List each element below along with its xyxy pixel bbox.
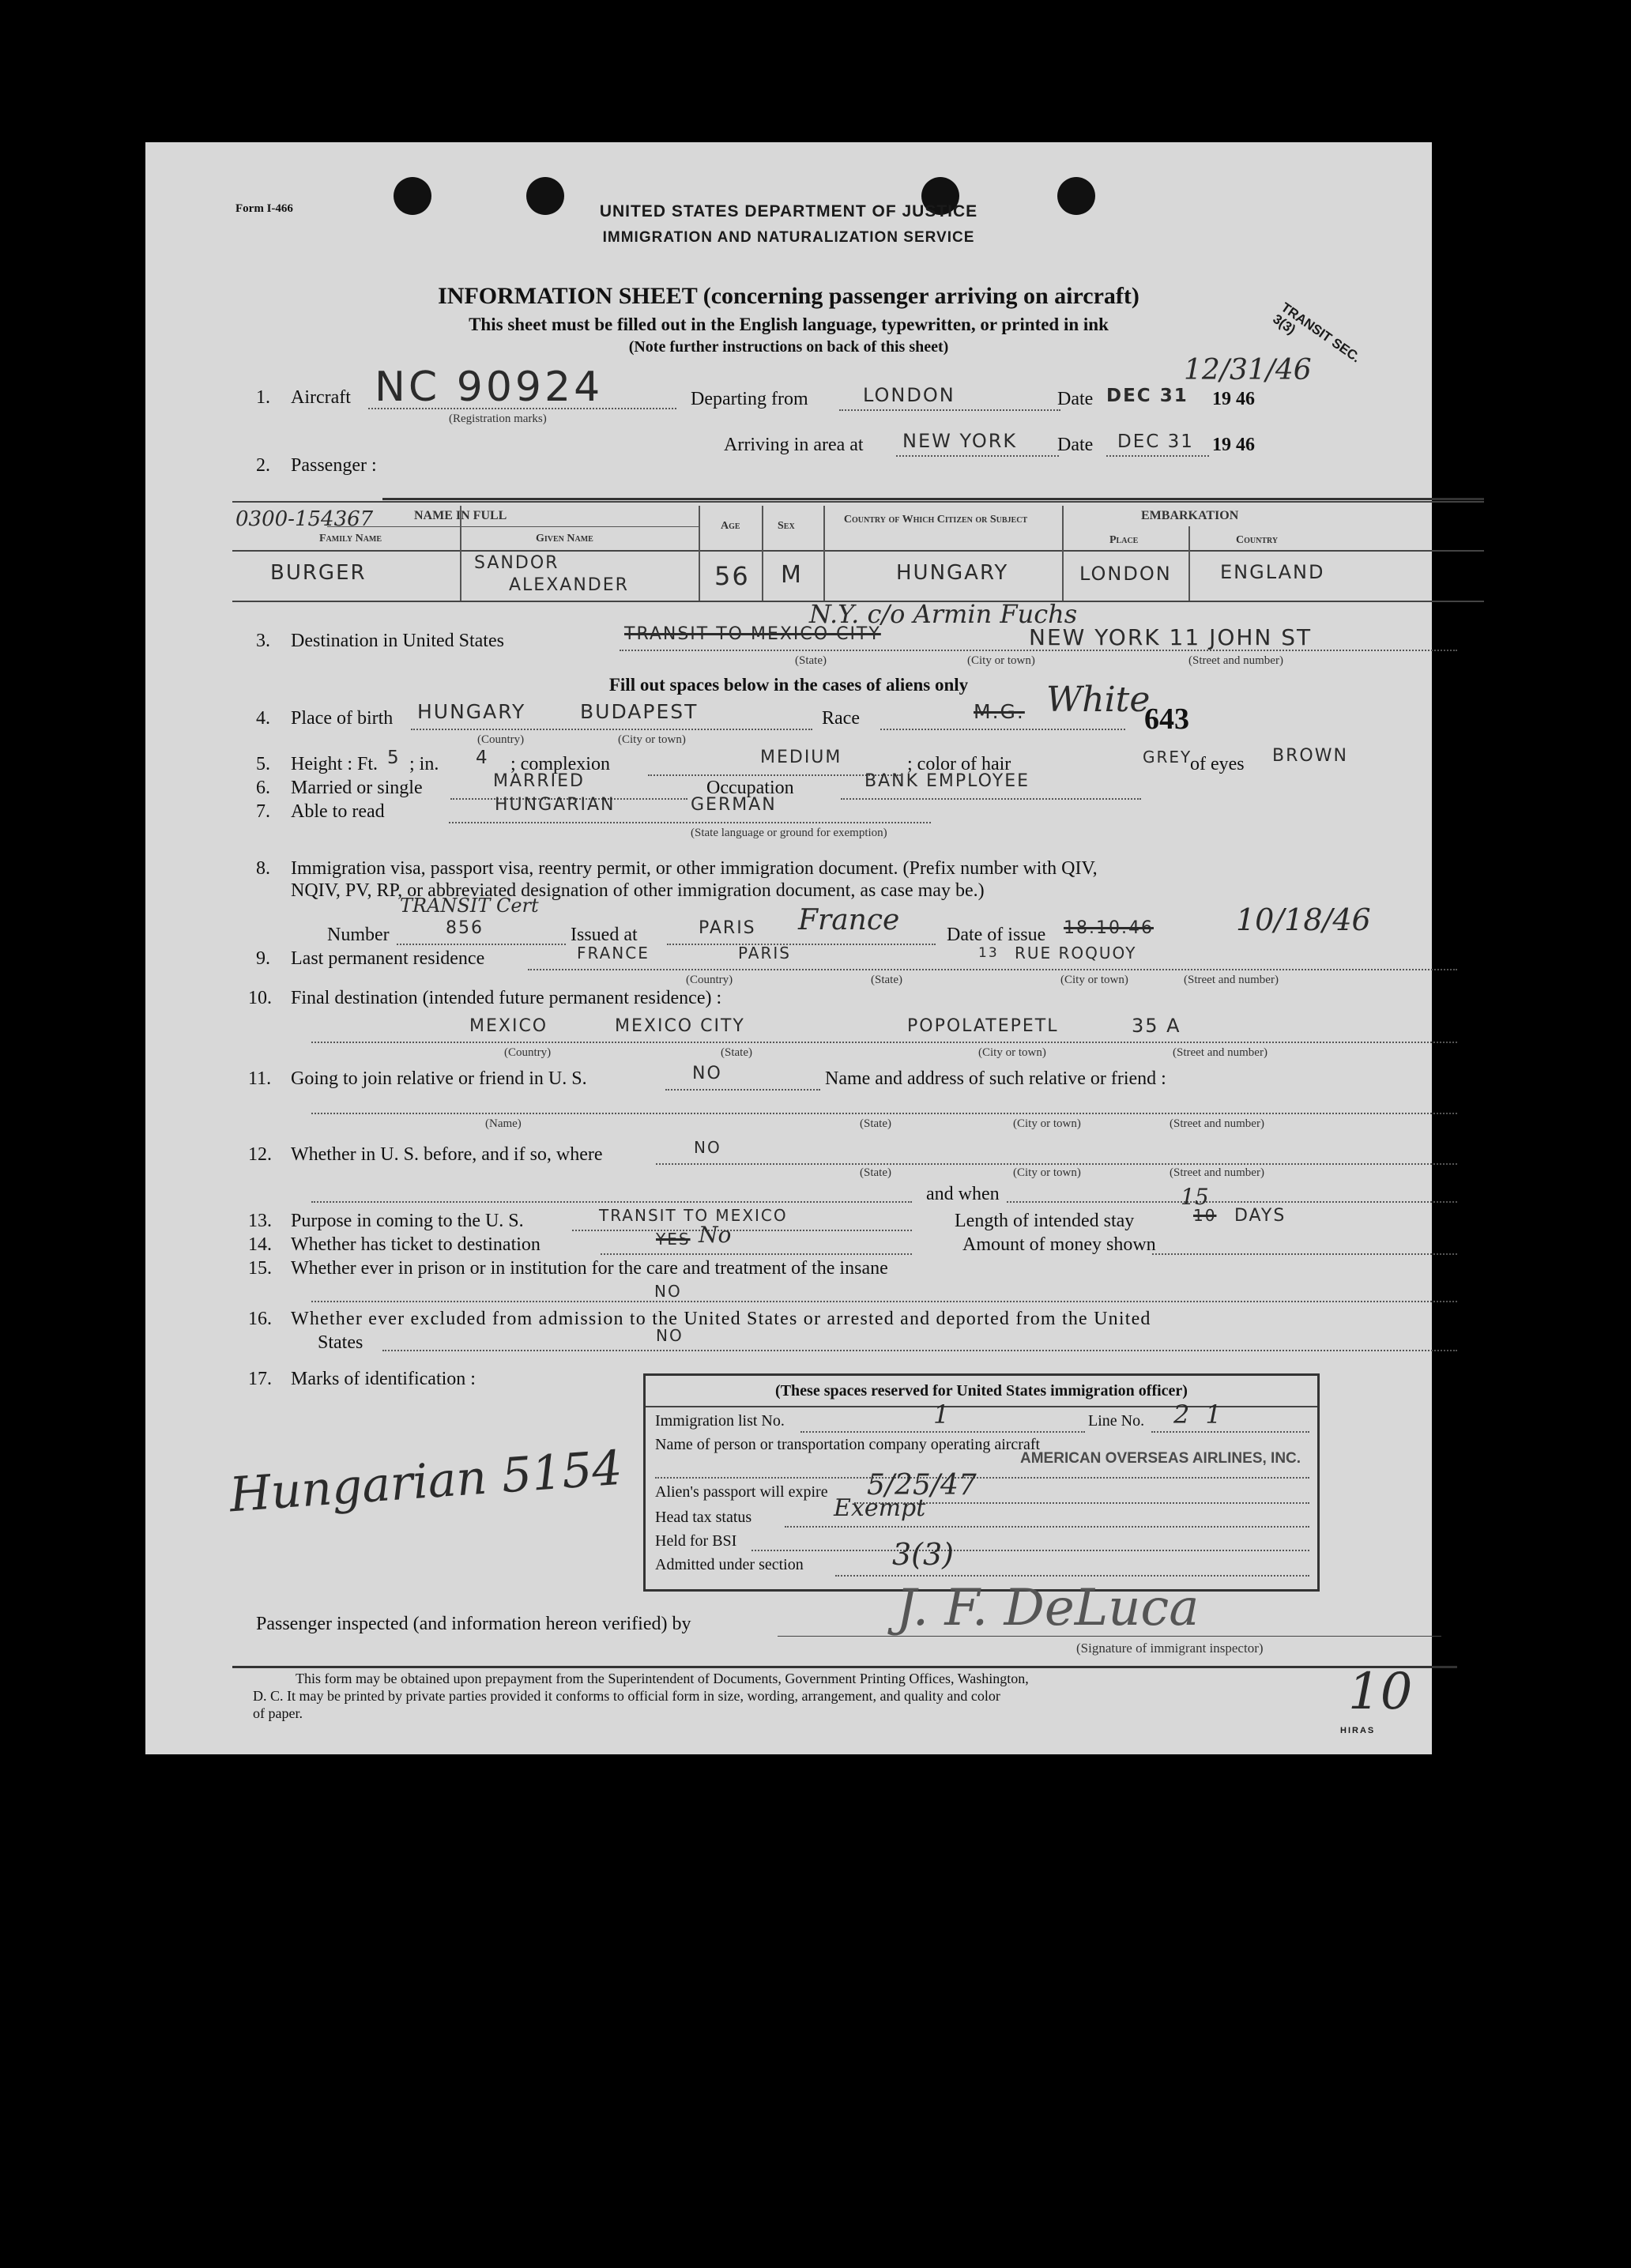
- final-street: 35 A: [1132, 1015, 1181, 1037]
- code-number: 643: [1144, 703, 1189, 736]
- line-value: 21: [1173, 1400, 1237, 1430]
- previous-visit-label: Whether in U. S. before, and if so, where: [291, 1144, 603, 1165]
- item-number: 7.: [256, 801, 270, 822]
- item-number: 14.: [248, 1234, 272, 1255]
- field-caption: (City or town): [1013, 1117, 1081, 1130]
- residence-city: PARIS: [738, 944, 791, 963]
- field-caption: (Country): [477, 733, 525, 746]
- passenger-label: Passenger :: [291, 455, 377, 476]
- bsi-label: Held for BSI: [655, 1532, 737, 1550]
- excluded-label: Whether ever excluded from admission to the United States or arrested and deported from the United: [291, 1309, 1151, 1329]
- item-number: 3.: [256, 631, 270, 651]
- join-relative-value: NO: [692, 1064, 722, 1083]
- head-tax-value: Exempt: [834, 1494, 926, 1522]
- height-label: Height : Ft.: [291, 754, 379, 774]
- marital-value: MARRIED: [493, 771, 585, 791]
- item-number: 4.: [256, 708, 270, 729]
- field-caption: (Country): [504, 1046, 552, 1059]
- sex-header: Sex: [778, 520, 795, 532]
- date-struck: 18.10.46: [1064, 918, 1154, 938]
- field-caption: (State language or ground for exemption): [691, 827, 887, 839]
- age-value: 56: [714, 561, 750, 591]
- field-caption: (City or town): [1013, 1166, 1081, 1179]
- service-name: IMMIGRATION AND NATURALIZATION SERVICE: [602, 229, 975, 246]
- residence-street-number: 13: [978, 945, 999, 961]
- family-name-header: Family Name: [319, 533, 382, 544]
- residence-street: RUE ROQUOY: [1015, 944, 1137, 963]
- final-country: MEXICO: [469, 1016, 548, 1036]
- hair-value: GREY: [1143, 748, 1192, 767]
- written-date: 12/31/46: [1184, 354, 1312, 386]
- officer-box: [643, 1373, 1320, 1592]
- destination-written: N.Y. c/o Armin Fuchs: [809, 599, 1078, 629]
- admitted-label: Admitted under section: [655, 1556, 804, 1573]
- birth-city-value: BUDAPEST: [580, 700, 699, 723]
- item-number: 5.: [256, 754, 270, 774]
- aircraft-label: Aircraft: [291, 387, 351, 408]
- field-caption: (Signature of immigrant inspector): [1076, 1641, 1264, 1656]
- item-number: 6.: [256, 778, 270, 798]
- number-note: TRANSIT Cert: [400, 895, 539, 917]
- departure-year: 19 46: [1212, 389, 1255, 409]
- arrival-year: 19 46: [1212, 435, 1255, 455]
- citizen-value: HUNGARY: [896, 561, 1009, 585]
- item-number: 9.: [256, 948, 270, 969]
- height-inches: 4: [476, 748, 489, 768]
- embark-place-value: LONDON: [1079, 563, 1172, 585]
- instruction-note: (Note further instructions on back of this sheet): [628, 338, 949, 356]
- prison-label: Whether ever in prison or in institution for the care and treatment of the insane: [291, 1258, 888, 1279]
- footer-text-2: D. C. It may be printed by private parties provided it conforms to official form in size, wording, arrangement, and quality and color: [253, 1688, 1000, 1704]
- print-code: HIRAS: [1340, 1726, 1376, 1735]
- excluded-value: NO: [656, 1326, 684, 1345]
- field-caption: (Registration marks): [449, 413, 547, 425]
- field-caption: (Street and number): [1170, 1166, 1264, 1179]
- line-label: Line No.: [1088, 1412, 1145, 1430]
- eyes-value: BROWN: [1272, 746, 1348, 766]
- field-caption: (Street and number): [1173, 1046, 1268, 1059]
- excluded-label-2: States: [318, 1332, 363, 1353]
- identification-label: Marks of identification :: [291, 1369, 476, 1389]
- ticket-label: Whether has ticket to destination: [291, 1234, 541, 1255]
- form-number: Form I-466: [235, 202, 293, 215]
- arriving-value: NEW YORK: [902, 430, 1018, 452]
- complexion-label: ; complexion: [510, 754, 610, 774]
- page-mark: 10: [1348, 1663, 1413, 1721]
- field-caption: (State): [721, 1046, 752, 1059]
- stay-written: 15: [1181, 1184, 1209, 1210]
- field-caption: (City or town): [967, 654, 1035, 667]
- issued-value: PARIS: [699, 918, 756, 938]
- form-sheet: [145, 142, 1432, 1754]
- purpose-label: Purpose in coming to the U. S.: [291, 1211, 524, 1231]
- date-of-issue-label: Date of issue: [947, 925, 1046, 945]
- field-caption: (Street and number): [1170, 1117, 1264, 1130]
- list-value: 1: [933, 1400, 950, 1430]
- subtitle: This sheet must be filled out in the English language, typewritten, or printed in ink: [469, 315, 1109, 334]
- arrival-date: DEC 31: [1117, 431, 1194, 452]
- field-caption: (Street and number): [1188, 654, 1283, 667]
- stay-value: DAYS: [1234, 1206, 1286, 1226]
- departing-label: Departing from: [691, 389, 808, 409]
- footer-text: This form may be obtained upon prepayment from the Superintendent of Documents, Government Printing Offices, Washington,: [296, 1671, 1029, 1686]
- country-header-2: Country: [1236, 534, 1279, 546]
- embarkation-header: EMBARKATION: [1141, 509, 1239, 522]
- item-number: 10.: [248, 988, 272, 1008]
- inspected-label: Passenger inspected (and information hereon verified) by: [256, 1614, 691, 1634]
- admitted-value: 3(3): [892, 1537, 955, 1572]
- field-caption: (State): [860, 1166, 891, 1179]
- marital-label: Married or single: [291, 778, 423, 798]
- prison-value: NO: [654, 1282, 682, 1301]
- place-header: Place: [1109, 534, 1139, 546]
- language-value-2: GERMAN: [691, 795, 777, 815]
- complexion-value: MEDIUM: [760, 748, 842, 767]
- given-name-value: SANDOR: [474, 553, 559, 573]
- company-label: Name of person or transportation company operating aircraft: [655, 1436, 1041, 1453]
- residence-label: Last permanent residence: [291, 948, 485, 969]
- arriving-label: Arriving in area at: [724, 435, 864, 455]
- department-name: UNITED STATES DEPARTMENT OF JUSTICE: [599, 202, 978, 220]
- field-caption: (State): [795, 654, 827, 667]
- item-number: 12.: [248, 1144, 272, 1165]
- item-number: 16.: [248, 1309, 272, 1329]
- item-number: 8.: [256, 858, 270, 879]
- aliens-heading: Fill out spaces below in the cases of aliens only: [608, 675, 969, 695]
- occupation-value: BANK EMPLOYEE: [864, 771, 1030, 791]
- field-caption: (Street and number): [1184, 974, 1279, 986]
- field-caption: (City or town): [1060, 974, 1128, 986]
- residence-country: FRANCE: [577, 944, 650, 963]
- final-destination-label: Final destination (intended future permanent residence) :: [291, 988, 722, 1008]
- final-city: POPOLATEPETL: [907, 1016, 1059, 1036]
- visa-instructions: Immigration visa, passport visa, reentry permit, or other immigration document. (Prefix number with QIV,: [291, 858, 1098, 879]
- destination-label: Destination in United States: [291, 631, 504, 651]
- purpose-value: TRANSIT TO MEXICO: [599, 1206, 788, 1225]
- item-number: 17.: [248, 1369, 272, 1389]
- inspector-signature: J. F. DeLuca: [896, 1579, 1200, 1637]
- date-label: Date: [1057, 389, 1094, 409]
- issued-label: Issued at: [571, 925, 638, 945]
- document-number: 856: [446, 918, 484, 938]
- passport-label: Alien's passport will expire: [655, 1483, 828, 1501]
- item-number: 13.: [248, 1211, 272, 1231]
- ticket-struck: YES: [656, 1230, 691, 1249]
- stay-label: Length of intended stay: [955, 1211, 1135, 1231]
- officer-box-heading: (These spaces reserved for United States immigration officer): [775, 1382, 1188, 1400]
- destination-value: NEW YORK 11 JOHN ST: [1029, 624, 1313, 650]
- date-of-issue-value: 10/18/46: [1236, 902, 1371, 937]
- given-name-value-2: ALEXANDER: [509, 575, 629, 595]
- ticket-value: No: [699, 1222, 732, 1248]
- language-value: HUNGARIAN: [495, 795, 616, 815]
- inches-label: ; in.: [409, 754, 439, 774]
- join-relative-label: Going to join relative or friend in U. S.: [291, 1068, 587, 1089]
- name-in-full-header: NAME IN FULL: [414, 509, 507, 522]
- item-number: 1.: [256, 387, 270, 408]
- item-number: 15.: [248, 1258, 272, 1279]
- given-name-header: Given Name: [536, 533, 593, 544]
- read-label: Able to read: [291, 801, 385, 822]
- field-caption: (Country): [686, 974, 733, 986]
- issued-country: France: [798, 904, 900, 936]
- list-label: Immigration list No.: [655, 1412, 785, 1430]
- stay-struck: 10: [1193, 1206, 1217, 1225]
- item-number: 2.: [256, 455, 270, 476]
- company-value: AMERICAN OVERSEAS AIRLINES, INC.: [1020, 1450, 1301, 1467]
- country-header: Country of Which Citizen or Subject: [843, 514, 1028, 526]
- money-label: Amount of money shown: [962, 1234, 1156, 1255]
- destination-struck: TRANSIT TO MEXICO CITY: [624, 624, 881, 644]
- final-state: MEXICO CITY: [615, 1016, 745, 1036]
- page-title: INFORMATION SHEET (concerning passenger arriving on aircraft): [438, 283, 1139, 309]
- occupation-label: Occupation: [706, 778, 794, 798]
- file-number: 0300-154367: [235, 507, 374, 531]
- number-label: Number: [327, 925, 390, 945]
- footer-text-3: of paper.: [253, 1705, 303, 1721]
- previous-visit-value: NO: [694, 1138, 721, 1157]
- family-name-value: BURGER: [270, 561, 367, 585]
- transit-stamp: TRANSIT SEC. 3(3): [1270, 300, 1364, 366]
- date-label: Date: [1057, 435, 1094, 455]
- item-number: 11.: [248, 1068, 272, 1089]
- field-caption: (State): [860, 1117, 891, 1130]
- height-feet: 5: [387, 748, 401, 768]
- birth-country-value: HUNGARY: [417, 700, 526, 723]
- departure-date: DEC 31: [1106, 386, 1188, 406]
- field-caption: (State): [871, 974, 902, 986]
- field-caption: (City or town): [618, 733, 686, 746]
- age-header: Age: [721, 520, 740, 532]
- race-label: Race: [822, 708, 860, 729]
- when-label: and when: [926, 1184, 1000, 1204]
- eyes-label: of eyes: [1190, 754, 1245, 774]
- sex-value: M: [781, 561, 803, 589]
- visa-instructions-2: NQIV, PV, RP, or abbreviated designation of other immigration document, as case may be.): [291, 880, 985, 901]
- field-caption: (City or town): [978, 1046, 1046, 1059]
- birthplace-label: Place of birth: [291, 708, 394, 729]
- race-struck: M.G.: [974, 700, 1025, 723]
- hair-label: ; color of hair: [907, 754, 1011, 774]
- departing-value: LONDON: [863, 384, 955, 406]
- race-value: White: [1046, 680, 1151, 720]
- field-caption: (Name): [485, 1117, 522, 1130]
- embark-country-value: ENGLAND: [1220, 561, 1325, 583]
- aircraft-value: NC 90924: [375, 364, 604, 411]
- passport-value: 5/25/47: [867, 1469, 977, 1501]
- identification-value: Hungarian 5154: [228, 1440, 624, 1524]
- head-tax-label: Head tax status: [655, 1509, 752, 1526]
- relative-name-label: Name and address of such relative or friend :: [825, 1068, 1166, 1089]
